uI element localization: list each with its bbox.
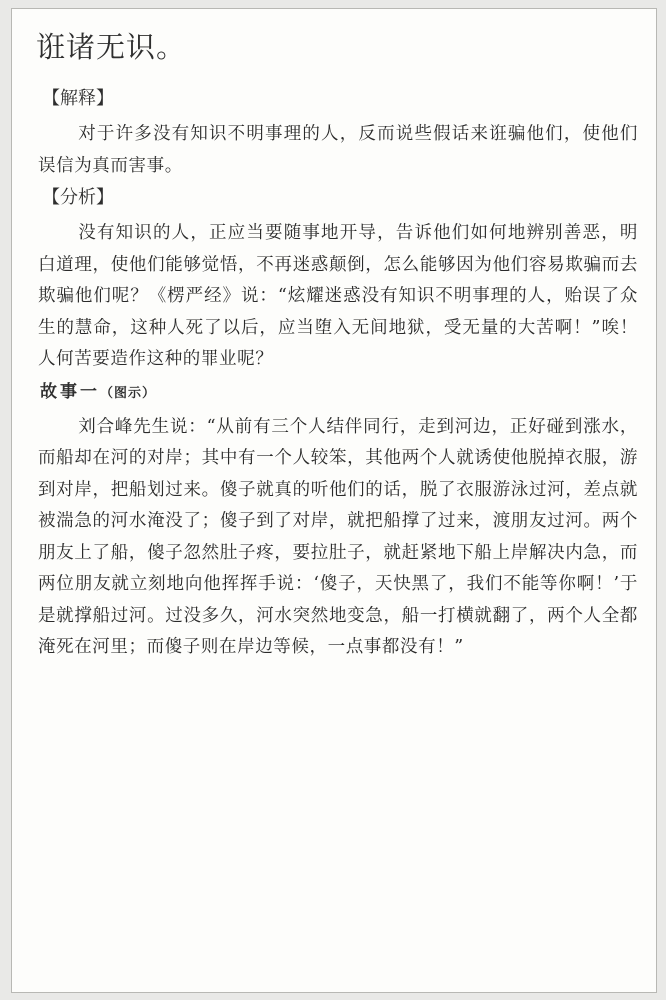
page-title: 诳诸无识。 [36,30,187,64]
story-heading [40,380,638,406]
explanation-label: 【解释】 [42,88,114,109]
story-heading-title: 故事一 [40,381,100,402]
analysis-label: 【分析】 [42,187,114,208]
story-text: 刘合峰先生说：“从前有三个人结伴同行，走到河边，正好碰到涨水，而船却在河的对岸；其中有一个人较笨，其他两个人就诱使他脱掉衣服，游到对岸，把船划过来。傻子就真的听他们的话，脱了衣服游泳过河，差点就被湍急的河水淹没了；傻子到了对岸，就把船撑了过来，渡朋友过河。两个朋友上了船，傻子忽然肚子疼，要拉肚子，就赶紧地下船上岸解决内急，而两位朋友就立刻地向他挥挥手说：‘傻子，天快黑了，我们不能等你啊！’于是就撑船过河。过没多久，河水突然地变急，船一打横就翻了，两个人全都淹死在河里；而傻子则在岸边等候，一点事都没有！” [38,416,638,657]
analysis-text: 没有知识的人，正应当要随事地开导，告诉他们如何地辨别善恶，明白道理，使他们能够觉悟，不再迷惑颠倒，怎么能够因为他们容易欺骗而去欺骗他们呢？《楞严经》说：“炫耀迷惑没有知识不明事理的人，贻误了众生的慧命，这种人死了以后，应当堕入无间地狱，受无量的大苦啊！”唉！人何苦要造作这种的罪业呢？ [38,223,638,369]
explanation-text: 对于许多没有知识不明事理的人，反而说些假话来诳骗他们，使他们误信为真而害事。 [38,124,638,176]
page-content [38,29,638,668]
book-page [11,8,657,993]
story-heading-note: （图示） [100,385,157,401]
